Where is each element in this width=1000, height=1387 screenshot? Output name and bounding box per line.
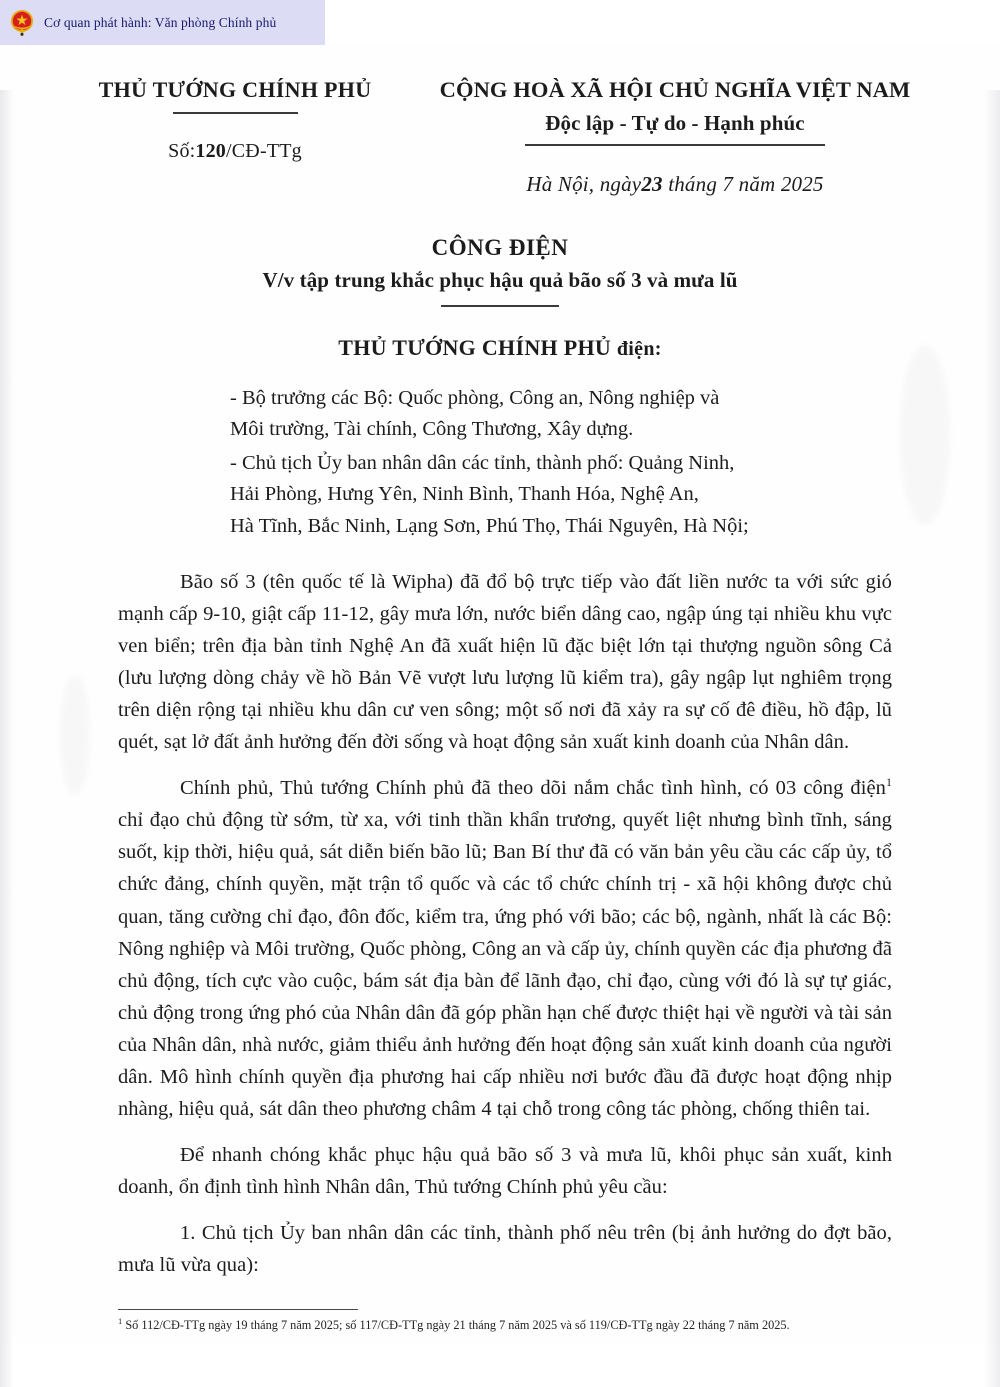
footnote-divider (118, 1309, 358, 1311)
body-paragraph-2 (118, 772, 892, 1125)
footnote-reference-marker: 1 (885, 775, 892, 790)
document-date-suffix: tháng 7 năm 2025 (668, 172, 824, 196)
document-date (410, 172, 940, 197)
recipient-line: - Chủ tịch Ủy ban nhân dân các tỉnh, thành phố: Quảng Ninh, (230, 452, 735, 475)
document-subject: V/v tập trung khắc phục hậu quả bão số 3 và mưa lũ (262, 268, 738, 292)
issuing-authority-title: THỦ TƯỚNG CHÍNH PHỦ (98, 77, 372, 102)
footnote-content (118, 1317, 908, 1334)
document-date-prefix: Hà Nội, ngày (526, 172, 642, 196)
body-paragraph-4: 1. Chủ tịch Ủy ban nhân dân các tỉnh, thành phố nêu trên (bị ảnh hưởng do đợt bão, mưa lũ vừa qua): (118, 1222, 892, 1277)
document-type-title: CÔNG ĐIỆN (431, 235, 569, 260)
document-number-suffix: /CĐ-TTg (226, 140, 302, 162)
document-header (0, 77, 1000, 197)
header-left-divider (173, 112, 298, 114)
body-paragraph-3: Để nhanh chóng khắc phục hậu quả bão số 3 và mưa lũ, khôi phục sản xuất, kinh doanh, ổn định tình hình Nhân dân, Thủ tướng Chính phủ yêu cầu: (118, 1144, 892, 1199)
vietnam-national-emblem-icon (6, 7, 38, 39)
header-right-divider (525, 144, 825, 146)
issuer-statement (0, 335, 1000, 361)
recipient-group (230, 383, 890, 445)
recipient-line: Hải Phòng, Hưng Yên, Ninh Bình, Thanh Hóa, Nghệ An, (230, 483, 699, 506)
document-number-prefix: Số: (168, 140, 196, 162)
recipient-line: Hà Tĩnh, Bắc Ninh, Lạng Sơn, Phú Thọ, Thái Nguyên, Hà Nội; (230, 514, 749, 537)
body-paragraph-2-part2: chỉ đạo chủ động từ sớm, từ xa, với tinh thần khẩn trương, quyết liệt nhưng bình tĩnh, sáng suốt, kịp thời, hiệu quả, sát diễn biến bão lũ; Ban Bí thư đã có văn bản yêu cầu các cấp ủy, tổ chức đảng, chính quyền, mặt trận tổ quốc và các tổ chức chính trị - xã hội không được chủ quan, tăng cường chỉ đạo, đôn đốc, kiểm tra, ứng phó với bão; các bộ, ngành, nhất là các Bộ: Nông nghiệp và Môi trường, Quốc phòng, Công an và cấp ủy, chính quyền các địa phương đã chủ động, tích cực vào cuộc, bám sát địa bàn để lãnh đạo, chỉ đạo, cùng với đó là sự tự giác, chủ động trong ứng phó của Nhân dân đã góp phần hạn chế được thiệt hại về người và tài sản của Nhân dân, nhà nước, giảm thiểu ảnh hưởng đến hoạt động sản xuất kinh doanh của người dân. Mô hình chính quyền địa phương hai cấp nhiều nơi bước đầu đã được hoạt động nhịp nhàng, hiệu quả, sát dân theo phương châm 4 tại chỗ trong công tác phòng, chống thiên tai. (118, 809, 892, 1121)
document-title-block (0, 235, 1000, 307)
issuer-statement-title: THỦ TƯỚNG CHÍNH PHỦ (338, 335, 612, 360)
issuer-statement-verb: điện: (616, 338, 662, 360)
footnote-section (118, 1309, 908, 1334)
title-divider (441, 305, 559, 307)
issuing-agency-banner (0, 0, 325, 45)
recipient-line: - Bộ trưởng các Bộ: Quốc phòng, Công an, Nông nghiệp và (230, 387, 720, 409)
national-title: CỘNG HOÀ XÃ HỘI CHỦ NGHĨA VIỆT NAM (439, 77, 911, 102)
issuing-agency-label: Cơ quan phát hành: Văn phòng Chính phủ (44, 14, 277, 30)
document-date-day: 23 (641, 172, 663, 196)
footnote-body-text: Số 112/CĐ-TTg ngày 19 tháng 7 năm 2025; số 117/CĐ-TTg ngày 21 tháng 7 năm 2025 và số 119/CĐ-TTg ngày 22 tháng 7 năm 2025. (122, 1318, 790, 1333)
body-paragraph-1: Bão số 3 (tên quốc tế là Wipha) đã đổ bộ trực tiếp vào đất liền nước ta với sức gió mạnh cấp 9-10, giật cấp 11-12, gây mưa lớn, nước biển dâng cao, ngập úng tại nhiều khu vực ven biển; trên địa bàn tỉnh Nghệ An đã xuất hiện lũ đặc biệt lớn tại thượng nguồn sông Cả (lưu lượng dòng chảy về hồ Bản Vẽ vượt lưu lượng lũ kiểm tra), gây ngập lụt nghiêm trọng trên diện rộng tại nhiều khu dân cư ven sông; một số nơi đã xảy ra sự cố đê điều, hồ đập, lũ quét, sạt lở đất ảnh hưởng đến đời sống và hoạt động sản xuất kinh doanh của Nhân dân. (118, 570, 892, 754)
document-number-value: 120 (195, 140, 227, 162)
recipient-list (0, 383, 1000, 542)
recipient-group (230, 448, 890, 541)
document-page (0, 45, 1000, 1342)
national-motto: Độc lập - Tự do - Hạnh phúc (545, 111, 805, 135)
document-body (0, 566, 1000, 1282)
body-paragraph-2-part1: Chính phủ, Thủ tướng Chính phủ đã theo dõi nắm chắc tình hình, có 03 công điện (180, 777, 886, 800)
header-right-column (410, 77, 940, 197)
recipient-line: Môi trường, Tài chính, Công Thương, Xây dựng. (230, 418, 634, 441)
header-left-column (60, 77, 410, 197)
document-number (168, 140, 302, 163)
footnote-marker: 1 (118, 1316, 123, 1327)
